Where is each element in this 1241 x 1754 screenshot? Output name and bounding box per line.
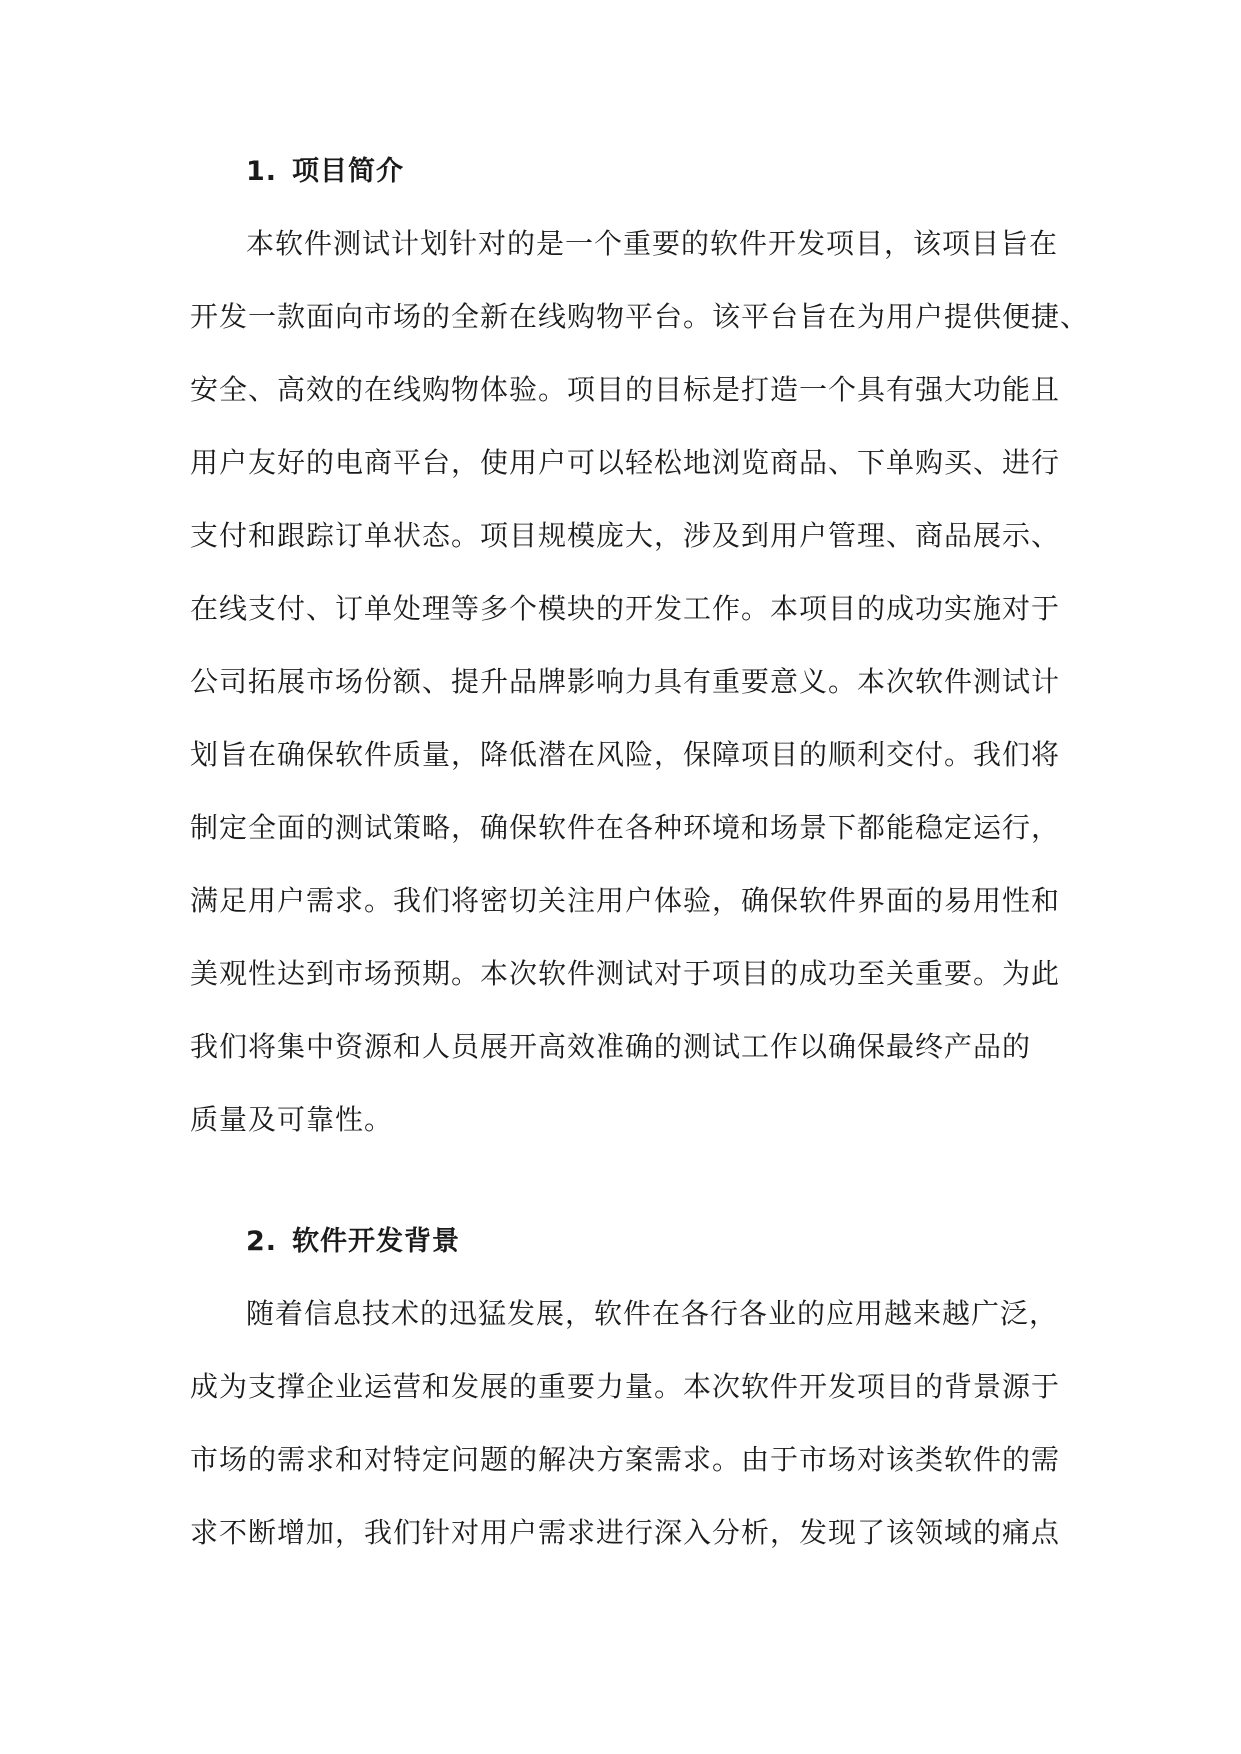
section-2-line-4: 求不断增加，我们针对用户需求进行深入分析，发现了该领域的痛点	[190, 1516, 1061, 1549]
section-1-line-8: 划旨在确保软件质量，降低潜在风险，保障项目的顺利交付。我们将	[190, 738, 1061, 771]
section-2-line-1: 随着信息技术的迅猛发展，软件在各行各业的应用越来越广泛，	[246, 1297, 1059, 1330]
section-2-number: 2.	[246, 1226, 278, 1257]
section-1-line-9: 制定全面的测试策略，确保软件在各种环境和场景下都能稳定运行，	[190, 811, 1061, 844]
section-1-line-4: 用户友好的电商平台，使用户可以轻松地浏览商品、下单购买、进行	[190, 446, 1061, 479]
section-1-line-13: 质量及可靠性。	[190, 1103, 394, 1136]
section-1-line-7: 公司拓展市场份额、提升品牌影响力具有重要意义。本次软件测试计	[190, 665, 1061, 698]
section-1-line-12: 我们将集中资源和人员展开高效准确的测试工作以确保最终产品的	[190, 1030, 1032, 1063]
section-1-line-10: 满足用户需求。我们将密切关注用户体验，确保软件界面的易用性和	[190, 884, 1061, 917]
section-1-line-1: 本软件测试计划针对的是一个重要的软件开发项目，该项目旨在	[246, 227, 1059, 260]
section-1-line-3: 安全、高效的在线购物体验。项目的目标是打造一个具有强大功能且	[190, 373, 1061, 406]
section-2-heading	[246, 1222, 460, 1262]
section-1-line-2: 开发一款面向市场的全新在线购物平台。该平台旨在为用户提供便捷、	[190, 300, 1090, 333]
section-1-line-11: 美观性达到市场预期。本次软件测试对于项目的成功至关重要。为此	[190, 957, 1061, 990]
section-1-heading	[246, 152, 404, 192]
section-2-line-3: 市场的需求和对特定问题的解决方案需求。由于市场对该类软件的需	[190, 1443, 1061, 1476]
section-1-line-6: 在线支付、订单处理等多个模块的开发工作。本项目的成功实施对于	[190, 592, 1061, 625]
section-1-line-5: 支付和跟踪订单状态。项目规模庞大，涉及到用户管理、商品展示、	[190, 519, 1061, 552]
section-1-number: 1.	[246, 156, 278, 187]
section-2-title: 软件开发背景	[292, 1226, 460, 1257]
section-2-line-2: 成为支撑企业运营和发展的重要力量。本次软件开发项目的背景源于	[190, 1370, 1061, 1403]
section-1-title: 项目简介	[292, 156, 404, 187]
